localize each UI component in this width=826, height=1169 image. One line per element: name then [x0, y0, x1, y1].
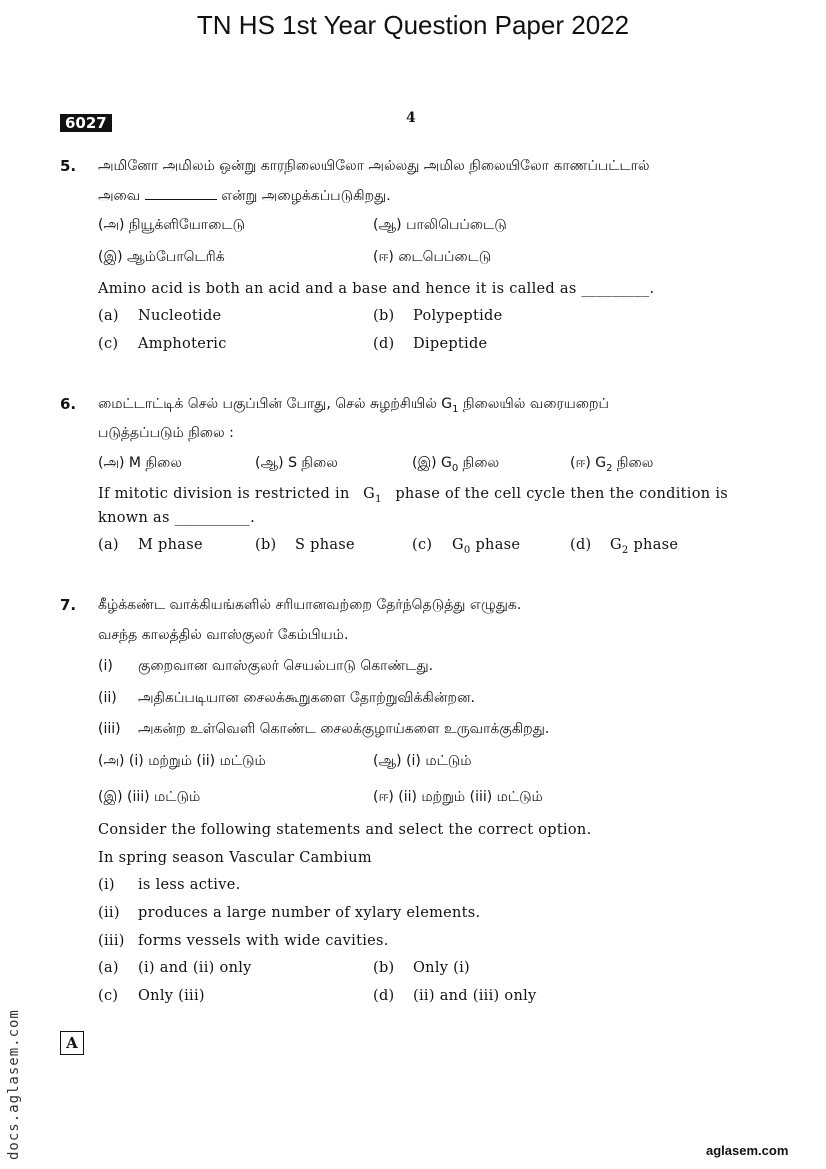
- q6-ta-line-1-post: நிலையில் வரையறைப்: [458, 396, 609, 412]
- footer-brand: aglasem.com: [706, 1143, 789, 1158]
- statement-label: (iii): [98, 721, 121, 737]
- option-label: (a): [98, 960, 119, 976]
- subscript: 2: [621, 544, 629, 556]
- statement-label: (ii): [98, 905, 120, 921]
- q5-en-option-a: [98, 308, 221, 324]
- subscript: 1: [452, 403, 459, 415]
- option-text: (இ) G: [412, 455, 452, 471]
- q6-en-option-d: [570, 537, 678, 556]
- option-label: (d): [570, 537, 592, 553]
- q5-en-option-b: [373, 308, 503, 324]
- q5-en-option-c: [98, 336, 227, 352]
- q7-ta-option-d: (ஈ) (ii) மற்றும் (iii) மட்டும்: [373, 789, 543, 805]
- q6-en-g1: [363, 486, 382, 505]
- q5-en-option-d: [373, 336, 487, 352]
- q7-ta-option-a: (அ) (i) மற்றும் (ii) மட்டும்: [98, 753, 266, 769]
- question-7-number: 7.: [60, 596, 77, 614]
- option-text: G: [452, 537, 464, 553]
- statement-text: forms vessels with wide cavities.: [138, 933, 389, 949]
- page-number: 4: [406, 110, 416, 126]
- q7-en-option-d: [373, 988, 537, 1004]
- option-label: (c): [98, 336, 119, 352]
- statement-label: (ii): [98, 690, 117, 706]
- q7-en-statement-3: [98, 933, 389, 949]
- option-text-post: phase: [470, 537, 521, 553]
- option-text-post: நிலை: [458, 455, 500, 471]
- q6-en-line-1-b: phase of the cell cycle then the condition is: [395, 486, 728, 502]
- q5-ta-option-c: (இ) ஆம்போடெரிக்: [98, 249, 225, 265]
- statement-text: produces a large number of xylary elements.: [138, 905, 481, 921]
- subscript: 0: [451, 462, 459, 474]
- q6-english-line-2: known as __________.: [98, 510, 256, 526]
- option-label: (b): [255, 537, 277, 553]
- option-text: Polypeptide: [413, 308, 503, 324]
- option-text: (ஆ) S நிலை: [255, 455, 338, 471]
- option-text-post: நிலை: [612, 455, 654, 471]
- q7-ta-option-c: (இ) (iii) மட்டும்: [98, 789, 201, 805]
- q5-tamil-line-1: அமினோ அமிலம் ஒன்று காரநிலையிலோ அல்லது அமில நிலையிலோ காணப்பட்டால்: [98, 158, 650, 174]
- q6-en-option-a: [98, 537, 203, 553]
- q6-tamil-line-2: படுத்தப்படும் நிலை :: [98, 425, 234, 441]
- statement-text: அதிகப்படியான சைலக்கூறுகளை தோற்றுவிக்கின்றன.: [138, 690, 476, 706]
- option-text: (ஈ) G: [570, 455, 607, 471]
- option-text: S phase: [295, 537, 355, 553]
- q5-ta-option-b: (ஆ) பாலிபெப்டைடு: [373, 217, 507, 233]
- q6-ta-option-b: [255, 455, 338, 473]
- q5-english-question: Amino acid is both an acid and a base and hence it is called as _________.: [98, 281, 655, 297]
- q7-en-option-b: [373, 960, 470, 976]
- subscript: 1: [375, 493, 382, 505]
- q7-en-option-a: [98, 960, 252, 976]
- page-header-title: TN HS 1st Year Question Paper 2022: [196, 10, 630, 40]
- q7-en-statement-2: [98, 905, 480, 921]
- q7-english-line-1: Consider the following statements and select the correct option.: [98, 822, 592, 838]
- statement-label: (iii): [98, 933, 125, 949]
- side-watermark: docs.aglasem.com: [6, 1009, 22, 1160]
- statement-text: அகன்ற உள்வெளி கொண்ட சைலக்குழாய்களை உருவாக்குகிறது.: [138, 721, 550, 737]
- question-5-number: 5.: [60, 157, 77, 175]
- option-text: (அ) M நிலை: [98, 455, 182, 471]
- option-label: (c): [412, 537, 433, 553]
- question-6-number: 6.: [60, 395, 77, 413]
- option-text: Only (iii): [138, 988, 205, 1004]
- option-label: (a): [98, 537, 119, 553]
- option-label: (c): [98, 988, 119, 1004]
- option-label: (b): [373, 308, 395, 324]
- q5-ta-option-d: (ஈ) டைபெப்டைடு: [373, 249, 492, 265]
- statement-text: is less active.: [138, 877, 241, 893]
- q5-ta-option-a: (அ) நியூக்ளியோடைடு: [98, 217, 245, 233]
- option-text: Nucleotide: [138, 308, 222, 324]
- q7-tamil-line-2: வசந்த காலத்தில் வாஸ்குலர் கேம்பியம்.: [98, 627, 349, 643]
- option-label: (d): [373, 988, 395, 1004]
- q7-ta-statement-1: [98, 658, 433, 676]
- q5-blank: [145, 187, 217, 200]
- q6-ta-option-a: [98, 455, 182, 473]
- q7-en-statement-1: [98, 877, 241, 893]
- q5-tamil-line-2-pre: அவை: [98, 188, 141, 204]
- option-text: G: [610, 537, 622, 553]
- option-text: Amphoteric: [138, 336, 227, 352]
- option-text: M phase: [138, 537, 203, 553]
- q6-en-option-b: [255, 537, 355, 553]
- q6-ta-option-d: [570, 455, 653, 474]
- q7-english-line-2: In spring season Vascular Cambium: [98, 850, 372, 866]
- option-label: (b): [373, 960, 395, 976]
- g-letter: G: [363, 486, 376, 502]
- q6-ta-option-c: [412, 455, 499, 474]
- q6-en-option-c: [412, 537, 520, 556]
- option-text: Only (i): [413, 960, 471, 976]
- version-box: A: [60, 1031, 84, 1055]
- q7-ta-statement-2: [98, 690, 475, 708]
- option-text: (ii) and (iii) only: [413, 988, 537, 1004]
- subscript: 0: [463, 544, 471, 556]
- q6-ta-line-1-pre: மைட்டாட்டிக் செல் பகுப்பின் போது, செல் சுழற்சியில் G: [98, 396, 453, 412]
- subscript: 2: [606, 462, 613, 474]
- option-label: (a): [98, 308, 119, 324]
- q7-ta-statement-3: [98, 721, 549, 739]
- q6-en-line-1-a: If mitotic division is restricted in: [98, 486, 350, 502]
- q5-tamil-line-2-post: என்று அழைக்கப்படுகிறது.: [221, 188, 391, 204]
- statement-label: (i): [98, 658, 113, 674]
- q6-tamil-line-1: [98, 396, 609, 415]
- statement-text: குறைவான வாஸ்குலர் செயல்பாடு கொண்டது.: [138, 658, 434, 674]
- paper-code-badge: 6027: [60, 114, 112, 132]
- statement-label: (i): [98, 877, 115, 893]
- option-label: (d): [373, 336, 395, 352]
- option-text-post: phase: [628, 537, 679, 553]
- q7-en-option-c: [98, 988, 205, 1004]
- q7-ta-option-b: (ஆ) (i) மட்டும்: [373, 753, 472, 769]
- q5-tamil-line-2: [98, 187, 391, 206]
- q6-english-line-1: [98, 486, 728, 505]
- q7-tamil-line-1: கீழ்க்கண்ட வாக்கியங்களில் சரியானவற்றை தேர்ந்தெடுத்து எழுதுக.: [98, 597, 522, 613]
- option-text: Dipeptide: [413, 336, 488, 352]
- option-text: (i) and (ii) only: [138, 960, 252, 976]
